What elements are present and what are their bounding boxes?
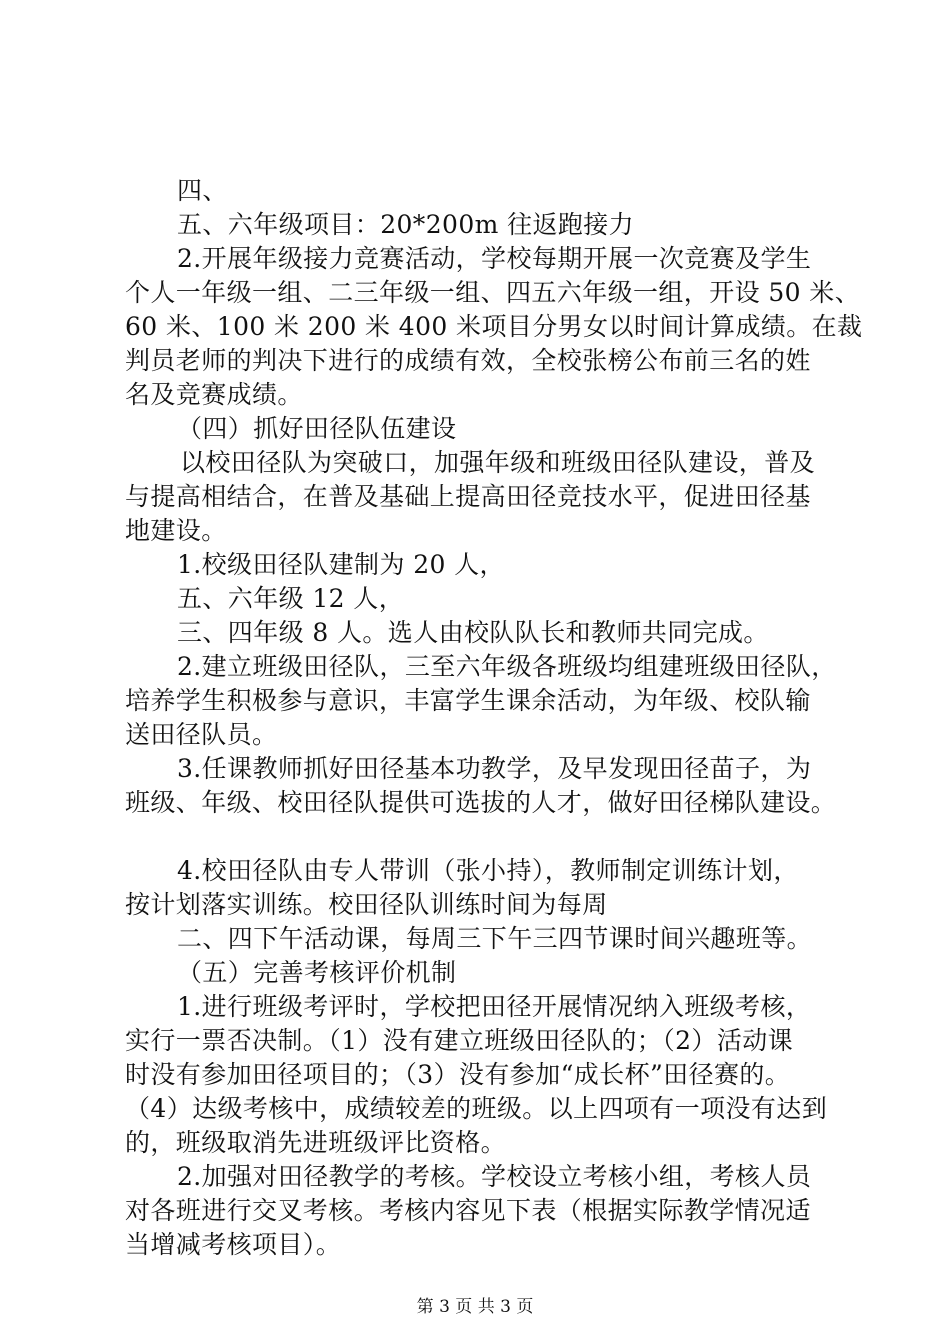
text-line: （4）达级考核中，成绩较差的班级。以上四项有一项没有达到 [125,1094,828,1123]
text-line: 名及竞赛成绩。 [125,380,303,409]
text-line: 与提高相结合，在普及基础上提高田径竞技水平，促进田径基 [125,482,811,511]
text-line: 对各班进行交叉考核。考核内容见下表（根据实际教学情况适 [125,1196,811,1225]
text-line: 1.进行班级考评时，学校把田径开展情况纳入班级考核， [177,992,812,1021]
text-line: 实行一票否决制。（1）没有建立班级田径队的；（2）活动课 [125,1026,794,1055]
text-line: 当增减考核项目）。 [125,1230,342,1259]
text-line: 2.开展年级接力竞赛活动，学校每期开展一次竞赛及学生 [177,244,812,273]
text-line: 五、六年级 12 人， [177,584,405,613]
page-footer: 第 3 页 共 3 页 [416,1297,534,1317]
text-line: 送田径队员。 [125,720,278,749]
text-line: 培养学生积极参与意识，丰富学生课余活动，为年级、校队输 [125,686,811,715]
section-heading: （四）抓好田径队伍建设 [177,414,457,443]
section-heading: （五）完善考核评价机制 [177,958,457,987]
text-line: 四、 [177,176,228,205]
text-line: 地建设。 [125,516,227,545]
text-line: 4.校田径队由专人带训（张小持），教师制定训练计划， [177,856,799,885]
text-line: 五、六年级项目：20*200m 往返跑接力 [177,210,635,239]
text-line: 二、四下午活动课，每周三下午三四节课时间兴趣班等。 [177,924,813,953]
text-line: 2.加强对田径教学的考核。学校设立考核小组，考核人员 [177,1162,812,1191]
text-line: 3.任课教师抓好田径基本功教学，及早发现田径苗子，为 [177,754,812,783]
text-line: 60 米、100 米 200 米 400 米项目分男女以时间计算成绩。在裁 [125,312,863,341]
text-line: 的，班级取消先进班级评比资格。 [125,1128,507,1157]
text-line: 2.建立班级田径队，三至六年级各班级均组建班级田径队， [177,652,837,681]
text-line: 三、四年级 8 人。选人由校队队长和教师共同完成。 [177,618,769,647]
text-line: 1.校级田径队建制为 20 人， [177,550,505,579]
text-line: 个人一年级一组、二三年级一组、四五六年级一组，开设 50 米、 [125,278,861,307]
text-line: 班级、年级、校田径队提供可选拔的人才，做好田径梯队建设。 [125,788,837,817]
text-line: 时没有参加田径项目的；（3）没有参加“成长杯”田径赛的。 [125,1060,791,1089]
text-line: 判员老师的判决下进行的成绩有效，全校张榜公布前三名的姓 [125,346,811,375]
text-line: 以校田径队为突破口，加强年级和班级田径队建设，普及 [180,448,816,477]
text-line: 按计划落实训练。校田径队训练时间为每周 [125,890,608,919]
